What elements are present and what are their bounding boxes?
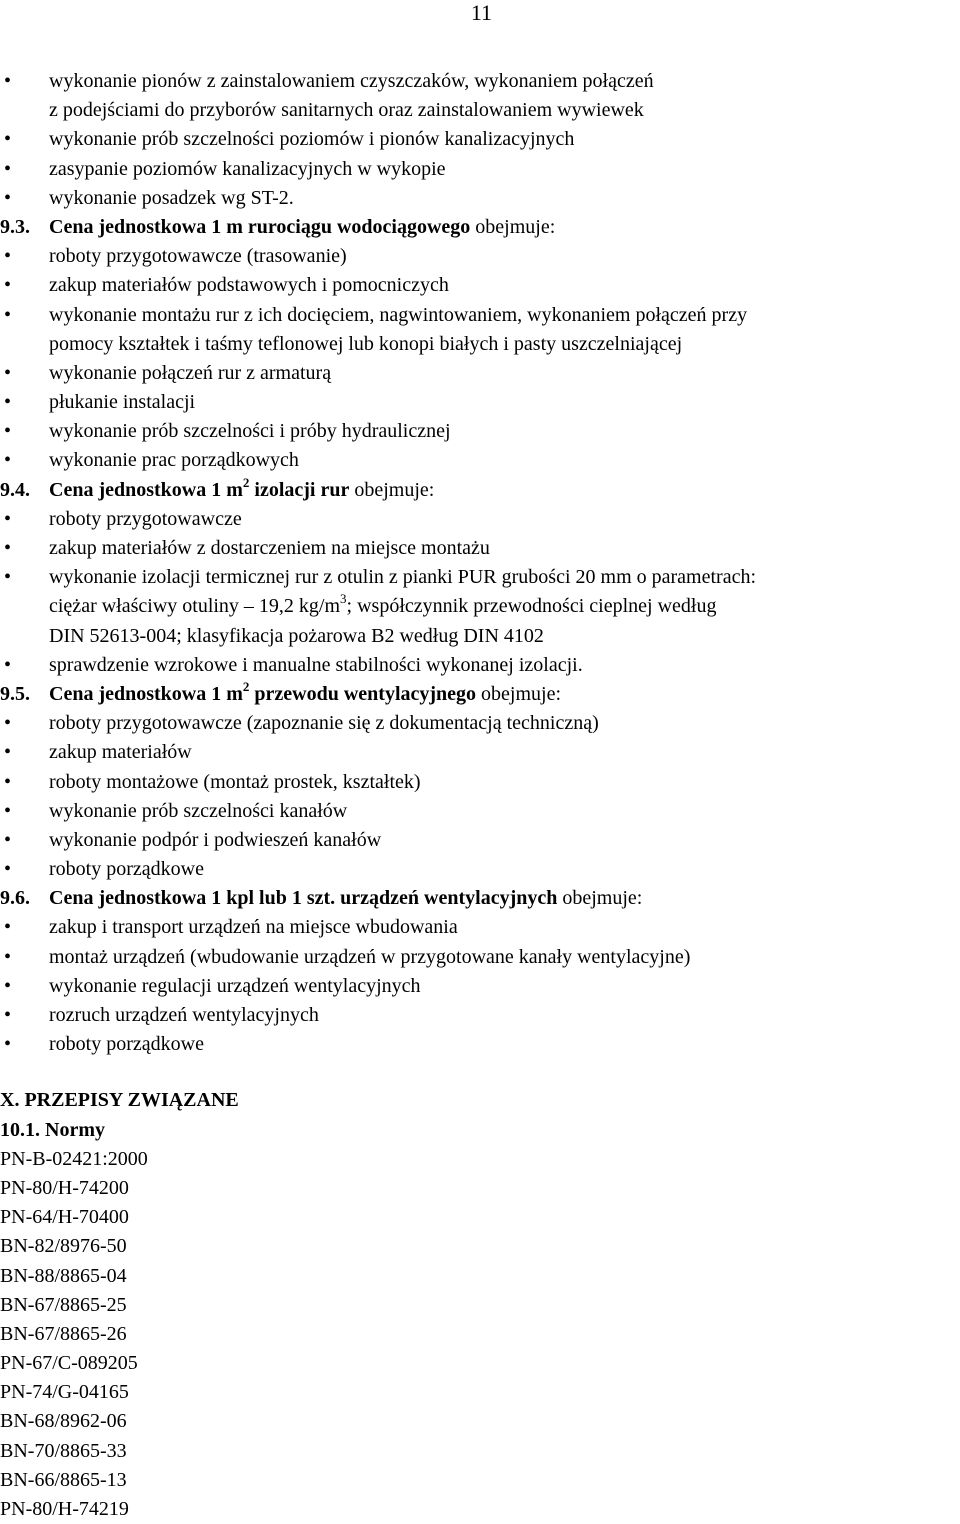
bullet-icon: • [4,566,12,589]
list-item: • roboty przygotowawcze (trasowanie) [0,242,960,271]
section-heading-9-6: 9.6. Cena jednostkowa 1 kpl lub 1 szt. urządzeń wentylacyjnych obejmuje: [0,887,643,910]
bullet-icon: • [4,974,12,997]
bullet-icon: • [4,449,12,472]
bullet-icon: • [4,712,12,735]
bullet-icon: • [4,245,12,268]
bullet-icon: • [4,507,12,530]
bullet-icon: • [4,741,12,764]
bullet-icon: • [4,420,12,443]
list-item: • wykonanie połączeń rur z armaturą [0,359,960,388]
bullet-icon: • [4,186,12,209]
list-item: • zakup materiałów podstawowych i pomocniczych [0,271,960,300]
list-item: • zakup materiałów z dostarczeniem na miejsce montażu [0,534,960,563]
list-item: • wykonanie pionów z zainstalowaniem czyszczaków, wykonaniem połączeń [0,67,960,96]
list-item-continuation: ciężar właściwy otuliny – 19,2 $kg/m^3$; współczynnik przewodności cieplnej według [49,591,717,618]
list-item: • wykonanie regulacji urządzeń wentylacyjnych [0,972,960,1001]
list-item: • wykonanie prób szczelności kanałów [0,797,960,826]
bullet-icon: • [4,303,12,326]
list-item-continuation: DIN 52613-004; klasyfikacja pożarowa B2 według DIN 4102 [49,624,544,647]
section-heading-9-5: 9.5. Cena jednostkowa 1 $m^2$ przewodu wentylacyjnego obejmuje: [0,678,562,705]
section-heading-9-3: 9.3. Cena jednostkowa 1 m rurociągu wodociągowego obejmuje: [0,215,556,238]
norm-item: PN-64/H-70400 [0,1206,129,1229]
norm-item: PN-67/C-089205 [0,1352,138,1375]
list-item: • wykonanie montażu rur z ich docięciem, nagwintowaniem, wykonaniem połączeń przy [0,301,960,330]
norm-item: BN-82/8976-50 [0,1235,127,1258]
norm-item: PN-80/H-74200 [0,1176,129,1199]
norm-item: PN-B-02421:2000 [0,1147,148,1170]
norm-item: BN-70/8865-33 [0,1439,127,1462]
bullet-icon: • [4,799,12,822]
list-item: • rozruch urządzeń wentylacyjnych [0,1001,960,1030]
bullet-icon: • [4,70,12,92]
bullet-icon: • [4,945,12,968]
list-item: • wykonanie prób szczelności i próby hydraulicznej [0,417,960,446]
list-item: • roboty porządkowe [0,1030,960,1059]
list-item: • wykonanie prac porządkowych [0,446,960,475]
list-item: • sprawdzenie wzrokowe i manualne stabilności wykonanej izolacji. [0,651,960,680]
list-item: • montaż urządzeń (wbudowanie urządzeń w przygotowane kanały wentylacyjne) [0,943,960,972]
list-item: • wykonanie posadzek wg ST-2. [0,184,960,213]
spacer [0,1059,960,1086]
bullet-icon: • [4,770,12,793]
bullet-icon: • [4,828,12,851]
list-item: • wykonanie prób szczelności poziomów i pionów kanalizacyjnych [0,125,960,154]
norms-list [0,1145,960,1524]
norm-item: BN-67/8865-26 [0,1322,127,1345]
norm-item: BN-67/8865-25 [0,1293,127,1316]
bullet-icon: • [4,537,12,559]
list-item: • zasypanie poziomów kanalizacyjnych w wykopie [0,155,960,184]
norm-item: PN-74/G-04165 [0,1381,129,1404]
document-body [0,67,960,1524]
bullet-icon: • [4,274,12,297]
list-item: • płukanie instalacji [0,388,960,417]
subsection-heading: 10.1. Normy [0,1118,105,1141]
list-item: • wykonanie podpór i podwieszeń kanałów [0,826,960,855]
bullet-icon: • [4,157,12,180]
bullet-icon: • [4,916,12,939]
list-item: • roboty porządkowe [0,855,960,884]
norm-item: PN-80/H-74219 [0,1498,129,1520]
page-number: 11 [470,0,492,25]
list-item: • roboty przygotowawcze (zapoznanie się z dokumentacją techniczną) [0,709,960,738]
chapter-heading: X. PRZEPISY ZWIĄZANE [0,1089,239,1112]
list-item-continuation: z podejściami do przyborów sanitarnych oraz zainstalowaniem wywiewek [49,99,644,122]
list-item-continuation: pomocy kształtek i taśmy teflonowej lub konopi białych i pasty uszczelniającej [49,332,683,355]
bullet-icon: • [4,858,12,881]
list-item: • wykonanie izolacji termicznej rur z otulin z pianki PUR grubości 20 mm o parametrach: [0,563,960,592]
bullet-icon: • [4,128,12,151]
bullet-icon: • [4,1033,12,1056]
bullet-icon: • [4,391,12,414]
bullet-icon: • [4,361,12,384]
bullet-icon: • [4,653,12,676]
list-item: • roboty przygotowawcze [0,505,960,534]
list-item: • zakup materiałów [0,738,960,767]
list-item: • zakup i transport urządzeń na miejsce wbudowania [0,913,960,942]
bullet-icon: • [4,1004,12,1026]
norm-item: BN-68/8962-06 [0,1410,127,1433]
norm-item: BN-66/8865-13 [0,1468,127,1491]
list-item: • roboty montażowe (montaż prostek, kształtek) [0,768,960,797]
section-heading-9-4: 9.4. Cena jednostkowa 1 $m^2$ izolacji rur obejmuje: [0,474,435,501]
norm-item: BN-88/8865-04 [0,1264,127,1287]
